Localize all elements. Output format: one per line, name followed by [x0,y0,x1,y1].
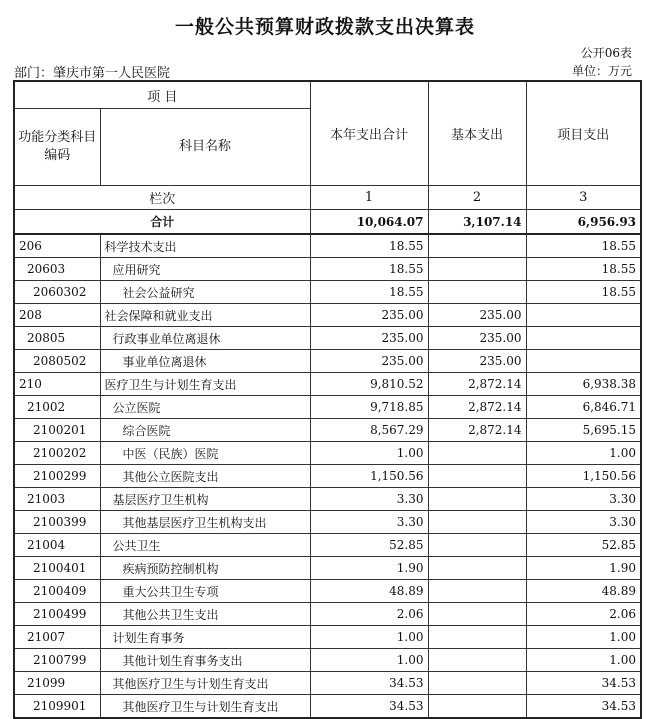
total-cell: 34.53 [310,695,428,719]
basic-cell [428,580,526,603]
table-row [14,234,641,258]
name-cell: 其他医疗卫生与计划生育支出 [100,695,310,719]
col-no-2: 2 [428,186,526,210]
name-cell: 中医（民族）医院 [100,442,310,465]
table-row [14,350,641,373]
name-cell: 公共卫生 [100,534,310,557]
name-cell: 公立医院 [100,396,310,419]
basic-cell [428,603,526,626]
project-cell: 1.00 [526,649,641,672]
name-cell: 社会保障和就业支出 [100,304,310,327]
code-cell: 21099 [14,672,100,695]
header-row-colno [14,186,641,210]
basic-cell [428,488,526,511]
name-cell: 其他计划生育事务支出 [100,649,310,672]
project-cell: 2.06 [526,603,641,626]
basic-cell [428,258,526,281]
project-cell: 3.30 [526,511,641,534]
table-row [14,442,641,465]
project-cell [526,304,641,327]
code-cell: 21003 [14,488,100,511]
basic-cell [428,672,526,695]
basic-cell [428,442,526,465]
code-cell: 2100399 [14,511,100,534]
name-cell: 应用研究 [100,258,310,281]
unit-label: 单位：万元 [571,64,632,78]
name-cell: 重大公共卫生专项 [100,580,310,603]
project-cell: 3.30 [526,488,641,511]
total-cell: 8,567.29 [310,419,428,442]
total-cell: 18.55 [310,281,428,304]
total-cell: 1.00 [310,626,428,649]
code-cell: 2100409 [14,580,100,603]
basic-cell [428,465,526,488]
total-cell: 1.90 [310,557,428,580]
total-sum: 10,064.07 [310,210,428,235]
project-cell: 18.55 [526,258,641,281]
project-cell: 5,695.15 [526,419,641,442]
header-item: 项 目 [14,81,310,109]
total-cell: 1,150.56 [310,465,428,488]
code-cell: 21007 [14,626,100,649]
project-cell: 52.85 [526,534,641,557]
basic-cell: 235.00 [428,304,526,327]
form-number: 公开06表 [580,46,632,60]
name-cell: 其他医疗卫生与计划生育支出 [100,672,310,695]
expenditure-table [13,80,642,719]
code-cell: 2060302 [14,281,100,304]
code-cell: 2109901 [14,695,100,719]
name-cell: 社会公益研究 [100,281,310,304]
name-cell: 其他公立医院支出 [100,465,310,488]
row-label: 栏次 [14,186,310,210]
project-cell [526,350,641,373]
code-cell: 2100299 [14,465,100,488]
table-row [14,695,641,719]
code-cell: 2100201 [14,419,100,442]
table-row [14,649,641,672]
total-cell: 18.55 [310,258,428,281]
total-cell: 18.55 [310,234,428,258]
code-cell: 210 [14,373,100,396]
total-row [14,210,641,235]
code-cell: 206 [14,234,100,258]
total-basic: 3,107.14 [428,210,526,235]
table-row [14,396,641,419]
basic-cell [428,281,526,304]
total-cell: 1.00 [310,649,428,672]
name-cell: 医疗卫生与计划生育支出 [100,373,310,396]
total-cell: 9,718.85 [310,396,428,419]
col-no-3: 3 [526,186,641,210]
project-cell: 6,846.71 [526,396,641,419]
code-cell: 20805 [14,327,100,350]
name-cell: 其他基层医疗卫生机构支出 [100,511,310,534]
total-cell: 235.00 [310,304,428,327]
name-cell: 基层医疗卫生机构 [100,488,310,511]
project-cell: 34.53 [526,695,641,719]
code-cell: 20603 [14,258,100,281]
table-row [14,511,641,534]
table-row [14,557,641,580]
total-cell: 3.30 [310,511,428,534]
total-cell: 52.85 [310,534,428,557]
name-cell: 疾病预防控制机构 [100,557,310,580]
project-cell: 6,938.38 [526,373,641,396]
project-cell: 1.90 [526,557,641,580]
total-cell: 3.30 [310,488,428,511]
total-cell: 34.53 [310,672,428,695]
basic-cell [428,695,526,719]
name-cell: 计划生育事务 [100,626,310,649]
header-col-project: 项目支出 [526,81,641,186]
table-row [14,281,641,304]
table-row [14,672,641,695]
name-cell: 其他公共卫生支出 [100,603,310,626]
table-row [14,465,641,488]
total-cell: 1.00 [310,442,428,465]
table-row [14,258,641,281]
total-cell: 48.89 [310,580,428,603]
code-cell: 2100499 [14,603,100,626]
department-label: 部门：肇庆市第一人民医院 [14,66,171,81]
project-cell: 18.55 [526,234,641,258]
project-cell: 1,150.56 [526,465,641,488]
code-cell: 21004 [14,534,100,557]
basic-cell [428,534,526,557]
col-no-1: 1 [310,186,428,210]
name-cell: 事业单位离退休 [100,350,310,373]
code-cell: 2100799 [14,649,100,672]
project-cell [526,327,641,350]
table-row [14,304,641,327]
basic-cell [428,234,526,258]
code-cell: 2080502 [14,350,100,373]
name-cell: 综合医院 [100,419,310,442]
name-cell: 行政事业单位离退休 [100,327,310,350]
document-title: 一般公共预算财政拨款支出决算表 [174,16,475,38]
basic-cell: 2,872.14 [428,419,526,442]
basic-cell [428,557,526,580]
project-cell: 18.55 [526,281,641,304]
project-cell: 34.53 [526,672,641,695]
header-name-col: 科目名称 [100,109,310,186]
total-cell: 235.00 [310,327,428,350]
table-row [14,534,641,557]
table-row [14,603,641,626]
total-cell: 2.06 [310,603,428,626]
total-label: 合计 [14,210,310,235]
table-row [14,626,641,649]
basic-cell [428,511,526,534]
code-cell: 208 [14,304,100,327]
table-row [14,488,641,511]
table-row [14,327,641,350]
project-cell: 1.00 [526,626,641,649]
project-cell: 1.00 [526,442,641,465]
basic-cell: 235.00 [428,350,526,373]
table-row [14,373,641,396]
header-col-basic: 基本支出 [428,81,526,186]
total-project: 6,956.93 [526,210,641,235]
basic-cell [428,649,526,672]
total-cell: 235.00 [310,350,428,373]
code-cell: 2100401 [14,557,100,580]
basic-cell: 235.00 [428,327,526,350]
basic-cell: 2,872.14 [428,396,526,419]
table-row [14,419,641,442]
project-cell: 48.89 [526,580,641,603]
name-cell: 科学技术支出 [100,234,310,258]
table-row [14,580,641,603]
header-col-total: 本年支出合计 [310,81,428,186]
basic-cell [428,626,526,649]
code-cell: 21002 [14,396,100,419]
total-cell: 9,810.52 [310,373,428,396]
code-cell: 2100202 [14,442,100,465]
header-code-col: 功能分类科目编码 [14,109,100,186]
basic-cell: 2,872.14 [428,373,526,396]
header-row-item [14,81,641,109]
